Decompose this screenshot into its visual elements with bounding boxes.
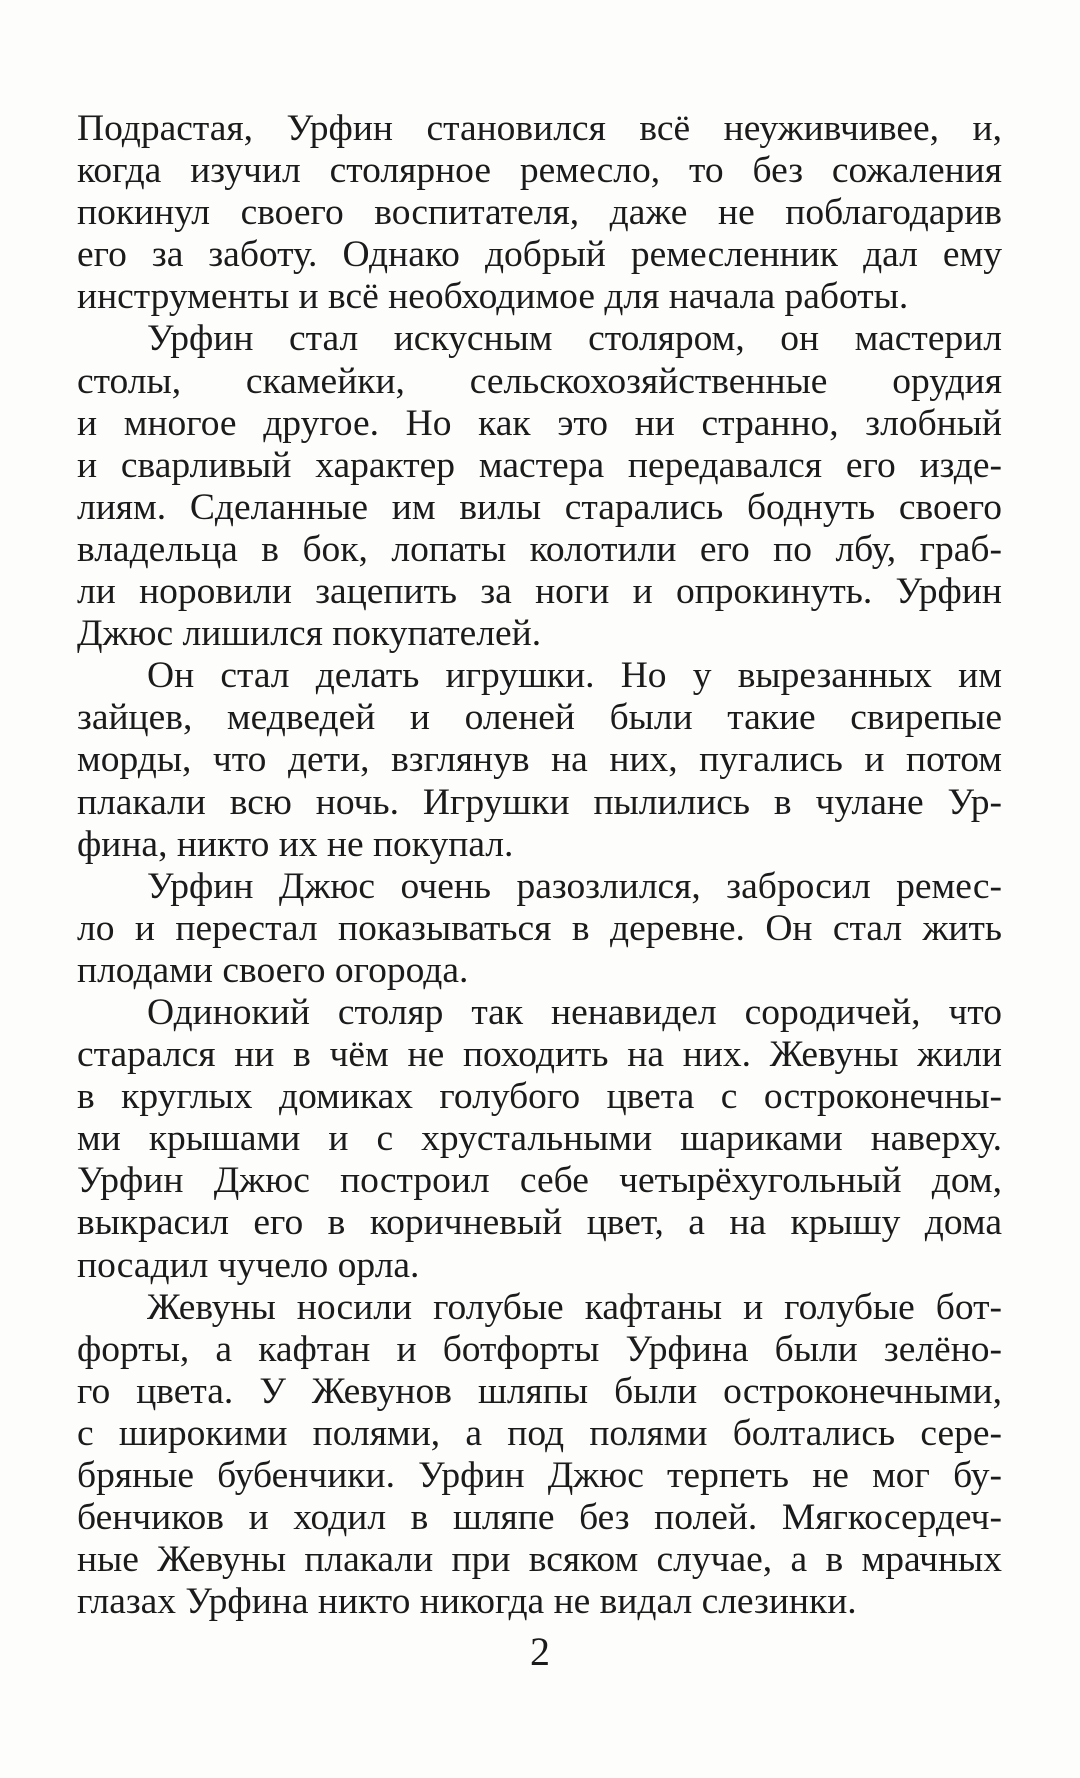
text-line: Урфин Джюс построил себе четырёхугольный дом,: [77, 1160, 1002, 1202]
text-line: когда изучил столярное ремесло, то без сожаления: [77, 150, 1002, 192]
text-line: инструменты и всё необходимое для начала работы.: [77, 276, 909, 318]
page-number: 2: [530, 1629, 550, 1674]
text-line: плодами своего огорода.: [77, 949, 469, 991]
text-line: старался ни в чём не походить на них. Жевуны жили: [77, 1034, 1002, 1076]
text-line: Урфин стал искусным столяром, он мастерил: [147, 318, 1002, 360]
text-line: Урфин Джюс очень разозлился, забросил ремес-: [147, 865, 1002, 907]
text-line: Одинокий столяр так ненавидел сородичей, что: [147, 991, 1002, 1033]
text-line: глазах Урфина никто никогда не видал слезинки.: [77, 1581, 857, 1623]
text-line: ло и перестал показываться в деревне. Он стал жить: [77, 907, 1002, 949]
text-line: фина, никто их не покупал.: [77, 823, 514, 865]
text-line: лиям. Сделанные им вилы старались боднуть своего: [77, 486, 1002, 528]
text-line: бряные бубенчики. Урфин Джюс терпеть не мог бу-: [77, 1455, 1002, 1496]
text-line: бенчиков и ходил в шляпе без полей. Мягкосердеч-: [77, 1497, 1002, 1539]
text-line: морды, что дети, взглянув на них, пугались и потом: [77, 739, 1002, 781]
text-line: Жевуны носили голубые кафтаны и голубые бот-: [147, 1286, 1002, 1328]
text-line: с широкими полями, а под полями болтались сере-: [77, 1412, 1002, 1454]
body-text: [77, 108, 1002, 1623]
text-line: посадил чучело орла.: [77, 1244, 420, 1286]
text-line: выкрасил его в коричневый цвет, а на крышу дома: [77, 1202, 1002, 1244]
text-line: в круглых домиках голубого цвета с остроконечны-: [77, 1076, 1002, 1118]
text-line: зайцев, медведей и оленей были такие свирепые: [77, 697, 1002, 739]
text-line: ли норовили зацепить за ноги и опрокинуть. Урфин: [77, 571, 1002, 613]
text-line: форты, а кафтан и ботфорты Урфина были зелёно-: [77, 1328, 1002, 1370]
text-line: го цвета. У Жевунов шляпы были остроконечными,: [77, 1370, 1002, 1412]
text-line: столы, скамейки, сельскохозяйственные орудия: [77, 360, 1002, 402]
text-line: его за заботу. Однако добрый ремесленник дал ему: [77, 234, 1002, 276]
text-line: покинул своего воспитателя, даже не поблагодарив: [77, 192, 1002, 234]
text-line: ные Жевуны плакали при всяком случае, а в мрачных: [77, 1539, 1002, 1581]
text-line: и сварливый характер мастера передавался его изде-: [77, 444, 1002, 486]
text-line: Джюс лишился покупателей.: [77, 613, 542, 655]
text-line: ми крышами и с хрустальными шариками наверху.: [77, 1118, 1002, 1160]
text-line: плакали всю ночь. Игрушки пылились в чулане Ур-: [77, 781, 1002, 823]
text-line: Подрастая, Урфин становился всё неуживчивее, и,: [77, 108, 1002, 149]
text-line: Он стал делать игрушки. Но у вырезанных им: [147, 655, 1002, 697]
text-line: и многое другое. Но как это ни странно, злобный: [77, 402, 1002, 444]
text-line: владельца в бок, лопаты колотили его по лбу, граб-: [77, 528, 1002, 570]
